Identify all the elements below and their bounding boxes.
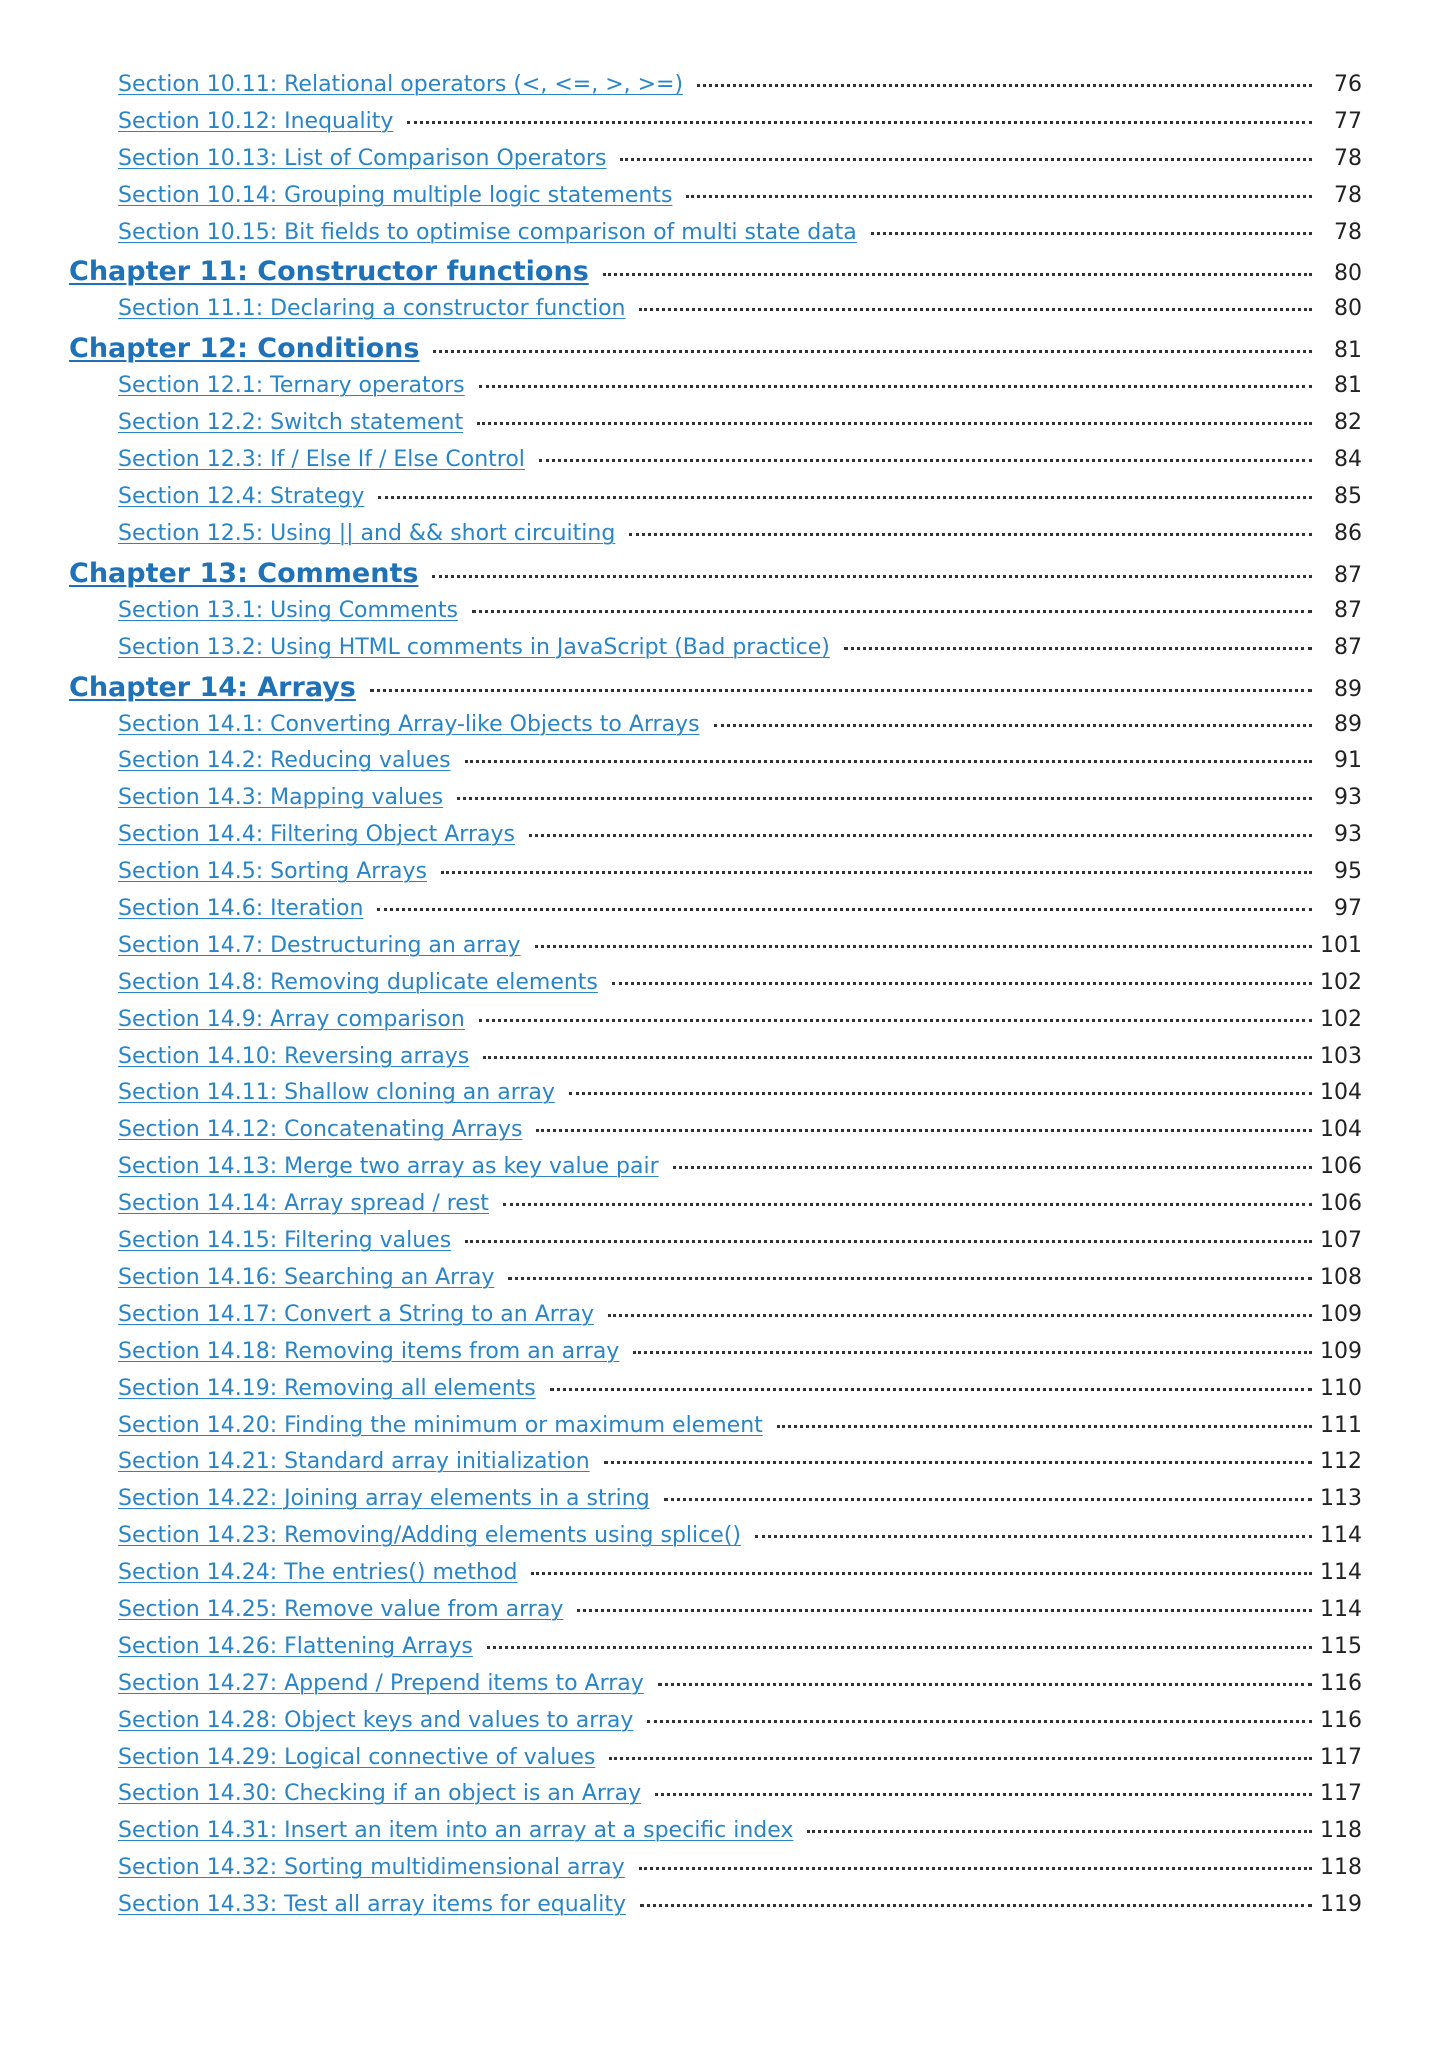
dot-leader bbox=[609, 1757, 1312, 1760]
toc-section-entry bbox=[69, 447, 1362, 484]
section-link[interactable]: Section 14.12: Concatenating Arrays bbox=[118, 1117, 523, 1143]
toc-section-entry bbox=[69, 1708, 1362, 1745]
page-number: 106 bbox=[1320, 1154, 1362, 1180]
section-link[interactable]: Section 14.9: Array comparison bbox=[118, 1006, 465, 1032]
toc-section-entry bbox=[69, 748, 1362, 785]
toc-section-entry bbox=[69, 1376, 1362, 1413]
dot-leader bbox=[377, 908, 1312, 911]
toc-section-entry bbox=[69, 785, 1362, 822]
section-link[interactable]: Section 14.13: Merge two array as key value pair bbox=[118, 1154, 659, 1180]
section-link[interactable]: Section 14.10: Reversing arrays bbox=[118, 1043, 470, 1069]
dot-leader bbox=[697, 84, 1312, 87]
toc-section-entry bbox=[69, 1044, 1362, 1081]
page-number: 117 bbox=[1320, 1744, 1362, 1770]
section-link[interactable]: Section 14.3: Mapping values bbox=[118, 785, 444, 811]
page-number: 93 bbox=[1334, 785, 1362, 811]
dot-leader bbox=[640, 1904, 1312, 1907]
page-number: 112 bbox=[1320, 1449, 1362, 1475]
dot-leader bbox=[655, 1793, 1312, 1796]
dot-leader bbox=[755, 1535, 1312, 1538]
page-number: 114 bbox=[1320, 1560, 1362, 1586]
section-link[interactable]: Section 14.29: Logical connective of values bbox=[118, 1744, 596, 1770]
dot-leader bbox=[686, 195, 1312, 198]
dot-leader bbox=[633, 1351, 1312, 1354]
page-number: 119 bbox=[1320, 1892, 1362, 1918]
page-number: 118 bbox=[1320, 1855, 1362, 1881]
dot-leader bbox=[465, 760, 1312, 763]
dot-leader bbox=[539, 459, 1312, 462]
section-link[interactable]: Section 14.21: Standard array initialization bbox=[118, 1449, 590, 1475]
dot-leader bbox=[508, 1277, 1312, 1280]
section-link[interactable]: Section 14.27: Append / Prepend items to Array bbox=[118, 1670, 644, 1696]
section-link[interactable]: Section 14.4: Filtering Object Arrays bbox=[118, 822, 515, 848]
page-number: 77 bbox=[1334, 108, 1362, 134]
toc-section-entry bbox=[69, 1449, 1362, 1486]
dot-leader bbox=[673, 1166, 1312, 1169]
dot-leader bbox=[378, 496, 1312, 499]
dot-leader bbox=[477, 422, 1312, 425]
toc-section-entry bbox=[69, 1339, 1362, 1376]
dot-leader bbox=[629, 533, 1312, 536]
table-of-contents bbox=[69, 72, 1362, 1929]
toc-section-entry bbox=[69, 373, 1362, 410]
chapter-link[interactable]: Chapter 12: Conditions bbox=[69, 333, 420, 365]
page-number: 104 bbox=[1320, 1117, 1362, 1143]
section-link[interactable]: Section 13.2: Using HTML comments in JavaScript (Bad practice) bbox=[118, 634, 830, 660]
section-link[interactable]: Section 14.18: Removing items from an array bbox=[118, 1338, 620, 1364]
page-number: 116 bbox=[1320, 1707, 1362, 1733]
section-link[interactable]: Section 14.7: Destructuring an array bbox=[118, 932, 521, 958]
section-link[interactable]: Section 14.24: The entries() method bbox=[118, 1560, 518, 1586]
section-link[interactable]: Section 14.25: Remove value from array bbox=[118, 1596, 564, 1622]
dot-leader bbox=[871, 232, 1312, 235]
page-number: 115 bbox=[1320, 1633, 1362, 1659]
section-link[interactable]: Section 14.17: Convert a String to an Array bbox=[118, 1301, 594, 1327]
toc-chapter-entry bbox=[69, 333, 1362, 373]
section-link[interactable]: Section 10.12: Inequality bbox=[118, 108, 394, 134]
toc-section-entry bbox=[69, 1228, 1362, 1265]
page-number: 95 bbox=[1334, 859, 1362, 885]
page-number: 118 bbox=[1320, 1818, 1362, 1844]
toc-chapter-entry bbox=[69, 672, 1362, 712]
dot-leader bbox=[844, 647, 1312, 650]
dot-leader bbox=[603, 273, 1312, 276]
page-number: 109 bbox=[1320, 1338, 1362, 1364]
toc-section-entry bbox=[69, 484, 1362, 521]
toc-section-entry bbox=[69, 896, 1362, 933]
toc-section-entry bbox=[69, 933, 1362, 970]
dot-leader bbox=[639, 308, 1312, 311]
page-number: 85 bbox=[1334, 484, 1362, 510]
dot-leader bbox=[441, 871, 1312, 874]
section-link[interactable]: Section 10.14: Grouping multiple logic statements bbox=[118, 182, 673, 208]
dot-leader bbox=[647, 1720, 1312, 1723]
dot-leader bbox=[612, 982, 1312, 985]
section-link[interactable]: Section 13.1: Using Comments bbox=[118, 597, 458, 623]
page-number: 91 bbox=[1334, 748, 1362, 774]
page-number: 82 bbox=[1334, 410, 1362, 436]
section-link[interactable]: Section 14.2: Reducing values bbox=[118, 748, 451, 774]
toc-section-entry bbox=[69, 1486, 1362, 1523]
toc-section-entry bbox=[69, 1745, 1362, 1782]
dot-leader bbox=[604, 1461, 1312, 1464]
page-number: 114 bbox=[1320, 1523, 1362, 1549]
toc-section-entry bbox=[69, 1781, 1362, 1818]
section-link[interactable]: Section 14.22: Joining array elements in a string bbox=[118, 1486, 650, 1512]
dot-leader bbox=[714, 724, 1312, 727]
dot-leader bbox=[465, 1240, 1312, 1243]
section-link[interactable]: Section 14.8: Removing duplicate elements bbox=[118, 969, 598, 995]
dot-leader bbox=[569, 1092, 1312, 1095]
toc-section-entry bbox=[69, 220, 1362, 257]
page-number: 110 bbox=[1320, 1375, 1362, 1401]
page-number: 81 bbox=[1334, 373, 1362, 399]
dot-leader bbox=[432, 575, 1312, 578]
page-number: 103 bbox=[1320, 1043, 1362, 1069]
toc-section-entry bbox=[69, 1080, 1362, 1117]
section-link[interactable]: Section 12.4: Strategy bbox=[118, 484, 365, 510]
dot-leader bbox=[577, 1609, 1312, 1612]
section-link[interactable]: Section 14.31: Insert an item into an array at a specific index bbox=[118, 1818, 794, 1844]
dot-leader bbox=[658, 1683, 1312, 1686]
section-link[interactable]: Section 10.11: Relational operators (<, <=, >, >=) bbox=[118, 72, 684, 97]
section-link[interactable]: Section 10.13: List of Comparison Operators bbox=[118, 145, 607, 171]
toc-chapter-entry bbox=[69, 558, 1362, 598]
toc-section-entry bbox=[69, 1818, 1362, 1855]
section-link[interactable]: Section 14.16: Searching an Array bbox=[118, 1264, 495, 1290]
section-link[interactable]: Section 14.30: Checking if an object is an Array bbox=[118, 1781, 642, 1807]
toc-section-entry bbox=[69, 146, 1362, 183]
page-number: 87 bbox=[1334, 597, 1362, 623]
page-number: 84 bbox=[1334, 447, 1362, 473]
page-number: 78 bbox=[1334, 145, 1362, 171]
dot-leader bbox=[483, 1056, 1312, 1059]
dot-leader bbox=[487, 1646, 1312, 1649]
dot-leader bbox=[777, 1425, 1312, 1428]
dot-leader bbox=[535, 945, 1313, 948]
toc-section-entry bbox=[69, 1302, 1362, 1339]
toc-section-entry bbox=[69, 859, 1362, 896]
page-number: 86 bbox=[1334, 520, 1362, 546]
dot-leader bbox=[529, 834, 1312, 837]
toc-section-entry bbox=[69, 1523, 1362, 1560]
section-link[interactable]: Section 14.6: Iteration bbox=[118, 896, 364, 922]
toc-section-entry bbox=[69, 712, 1362, 749]
section-link[interactable]: Section 14.1: Converting Array-like Objects to Arrays bbox=[118, 711, 700, 737]
section-link[interactable]: Section 14.14: Array spread / rest bbox=[118, 1191, 489, 1217]
dot-leader bbox=[472, 610, 1312, 613]
chapter-link[interactable]: Chapter 11: Constructor functions bbox=[69, 256, 589, 288]
toc-section-entry bbox=[69, 72, 1362, 109]
dot-leader bbox=[664, 1498, 1312, 1501]
dot-leader bbox=[807, 1830, 1312, 1833]
dot-leader bbox=[503, 1203, 1312, 1206]
page-number: 101 bbox=[1320, 932, 1362, 958]
section-link[interactable]: Section 14.23: Removing/Adding elements using splice() bbox=[118, 1523, 741, 1549]
page-number: 81 bbox=[1334, 338, 1362, 364]
toc-section-entry bbox=[69, 1007, 1362, 1044]
toc-section-entry bbox=[69, 410, 1362, 447]
toc-section-entry bbox=[69, 521, 1362, 558]
section-link[interactable]: Section 14.32: Sorting multidimensional array bbox=[118, 1855, 625, 1881]
toc-section-entry bbox=[69, 1634, 1362, 1671]
dot-leader bbox=[639, 1867, 1312, 1870]
page-number: 117 bbox=[1320, 1781, 1362, 1807]
toc-section-entry bbox=[69, 1117, 1362, 1154]
section-link[interactable]: Section 14.28: Object keys and values to array bbox=[118, 1707, 634, 1733]
section-link[interactable]: Section 12.2: Switch statement bbox=[118, 410, 464, 436]
toc-section-entry bbox=[69, 1855, 1362, 1892]
page-number: 87 bbox=[1334, 562, 1362, 588]
page-number: 80 bbox=[1334, 296, 1362, 322]
page-number: 108 bbox=[1320, 1264, 1362, 1290]
page-number: 102 bbox=[1320, 969, 1362, 995]
toc-section-entry bbox=[69, 109, 1362, 146]
dot-leader bbox=[479, 1019, 1312, 1022]
page-number: 80 bbox=[1334, 261, 1362, 287]
page-number: 89 bbox=[1334, 676, 1362, 702]
page-number: 78 bbox=[1334, 182, 1362, 208]
page-number: 93 bbox=[1334, 822, 1362, 848]
section-link[interactable]: Section 10.15: Bit fields to optimise comparison of multi state data bbox=[118, 219, 857, 245]
toc-section-entry bbox=[69, 1265, 1362, 1302]
toc-section-entry bbox=[69, 970, 1362, 1007]
page-number: 104 bbox=[1320, 1080, 1362, 1106]
dot-leader bbox=[531, 1572, 1312, 1575]
toc-chapter-entry bbox=[69, 256, 1362, 296]
section-link[interactable]: Section 14.20: Finding the minimum or maximum element bbox=[118, 1412, 763, 1438]
dot-leader bbox=[536, 1129, 1312, 1132]
toc-section-entry bbox=[69, 1597, 1362, 1634]
toc-section-entry bbox=[69, 1671, 1362, 1708]
section-link[interactable]: Section 14.33: Test all array items for equality bbox=[118, 1892, 627, 1918]
page-number: 106 bbox=[1320, 1191, 1362, 1217]
page-number: 107 bbox=[1320, 1228, 1362, 1254]
toc-section-entry bbox=[69, 635, 1362, 672]
dot-leader bbox=[370, 689, 1312, 692]
section-link[interactable]: Section 14.5: Sorting Arrays bbox=[118, 859, 427, 885]
page-number: 76 bbox=[1334, 72, 1362, 97]
page-number: 114 bbox=[1320, 1596, 1362, 1622]
page-number: 116 bbox=[1320, 1670, 1362, 1696]
page-number: 102 bbox=[1320, 1006, 1362, 1032]
page-number: 87 bbox=[1334, 634, 1362, 660]
chapter-link[interactable]: Chapter 13: Comments bbox=[69, 557, 419, 589]
toc-section-entry bbox=[69, 598, 1362, 635]
section-link[interactable]: Section 12.3: If / Else If / Else Control bbox=[118, 447, 525, 473]
section-link[interactable]: Section 12.5: Using || and && short circuiting bbox=[118, 520, 616, 546]
section-link[interactable]: Section 12.1: Ternary operators bbox=[118, 373, 465, 399]
section-link[interactable]: Section 14.19: Removing all elements bbox=[118, 1375, 536, 1401]
section-link[interactable]: Section 11.1: Declaring a constructor function bbox=[118, 296, 626, 322]
toc-section-entry bbox=[69, 296, 1362, 333]
dot-leader bbox=[608, 1314, 1312, 1317]
page-number: 97 bbox=[1334, 896, 1362, 922]
toc-section-entry bbox=[69, 1154, 1362, 1191]
page-number: 78 bbox=[1334, 219, 1362, 245]
page-number: 111 bbox=[1320, 1412, 1362, 1438]
page-number: 113 bbox=[1320, 1486, 1362, 1512]
section-link[interactable]: Section 14.15: Filtering values bbox=[118, 1228, 452, 1254]
dot-leader bbox=[479, 385, 1312, 388]
toc-section-entry bbox=[69, 822, 1362, 859]
toc-section-entry bbox=[69, 1413, 1362, 1450]
page-number: 89 bbox=[1334, 711, 1362, 737]
section-link[interactable]: Section 14.26: Flattening Arrays bbox=[118, 1633, 473, 1659]
dot-leader bbox=[407, 121, 1312, 124]
dot-leader bbox=[550, 1388, 1312, 1391]
dot-leader bbox=[620, 158, 1312, 161]
dot-leader bbox=[457, 797, 1312, 800]
dot-leader bbox=[433, 350, 1312, 353]
toc-section-entry bbox=[69, 1191, 1362, 1228]
section-link[interactable]: Section 14.11: Shallow cloning an array bbox=[118, 1080, 555, 1106]
toc-section-entry bbox=[69, 183, 1362, 220]
toc-section-entry bbox=[69, 1892, 1362, 1929]
toc-section-entry bbox=[69, 1560, 1362, 1597]
chapter-link[interactable]: Chapter 14: Arrays bbox=[69, 671, 356, 703]
page-number: 109 bbox=[1320, 1301, 1362, 1327]
